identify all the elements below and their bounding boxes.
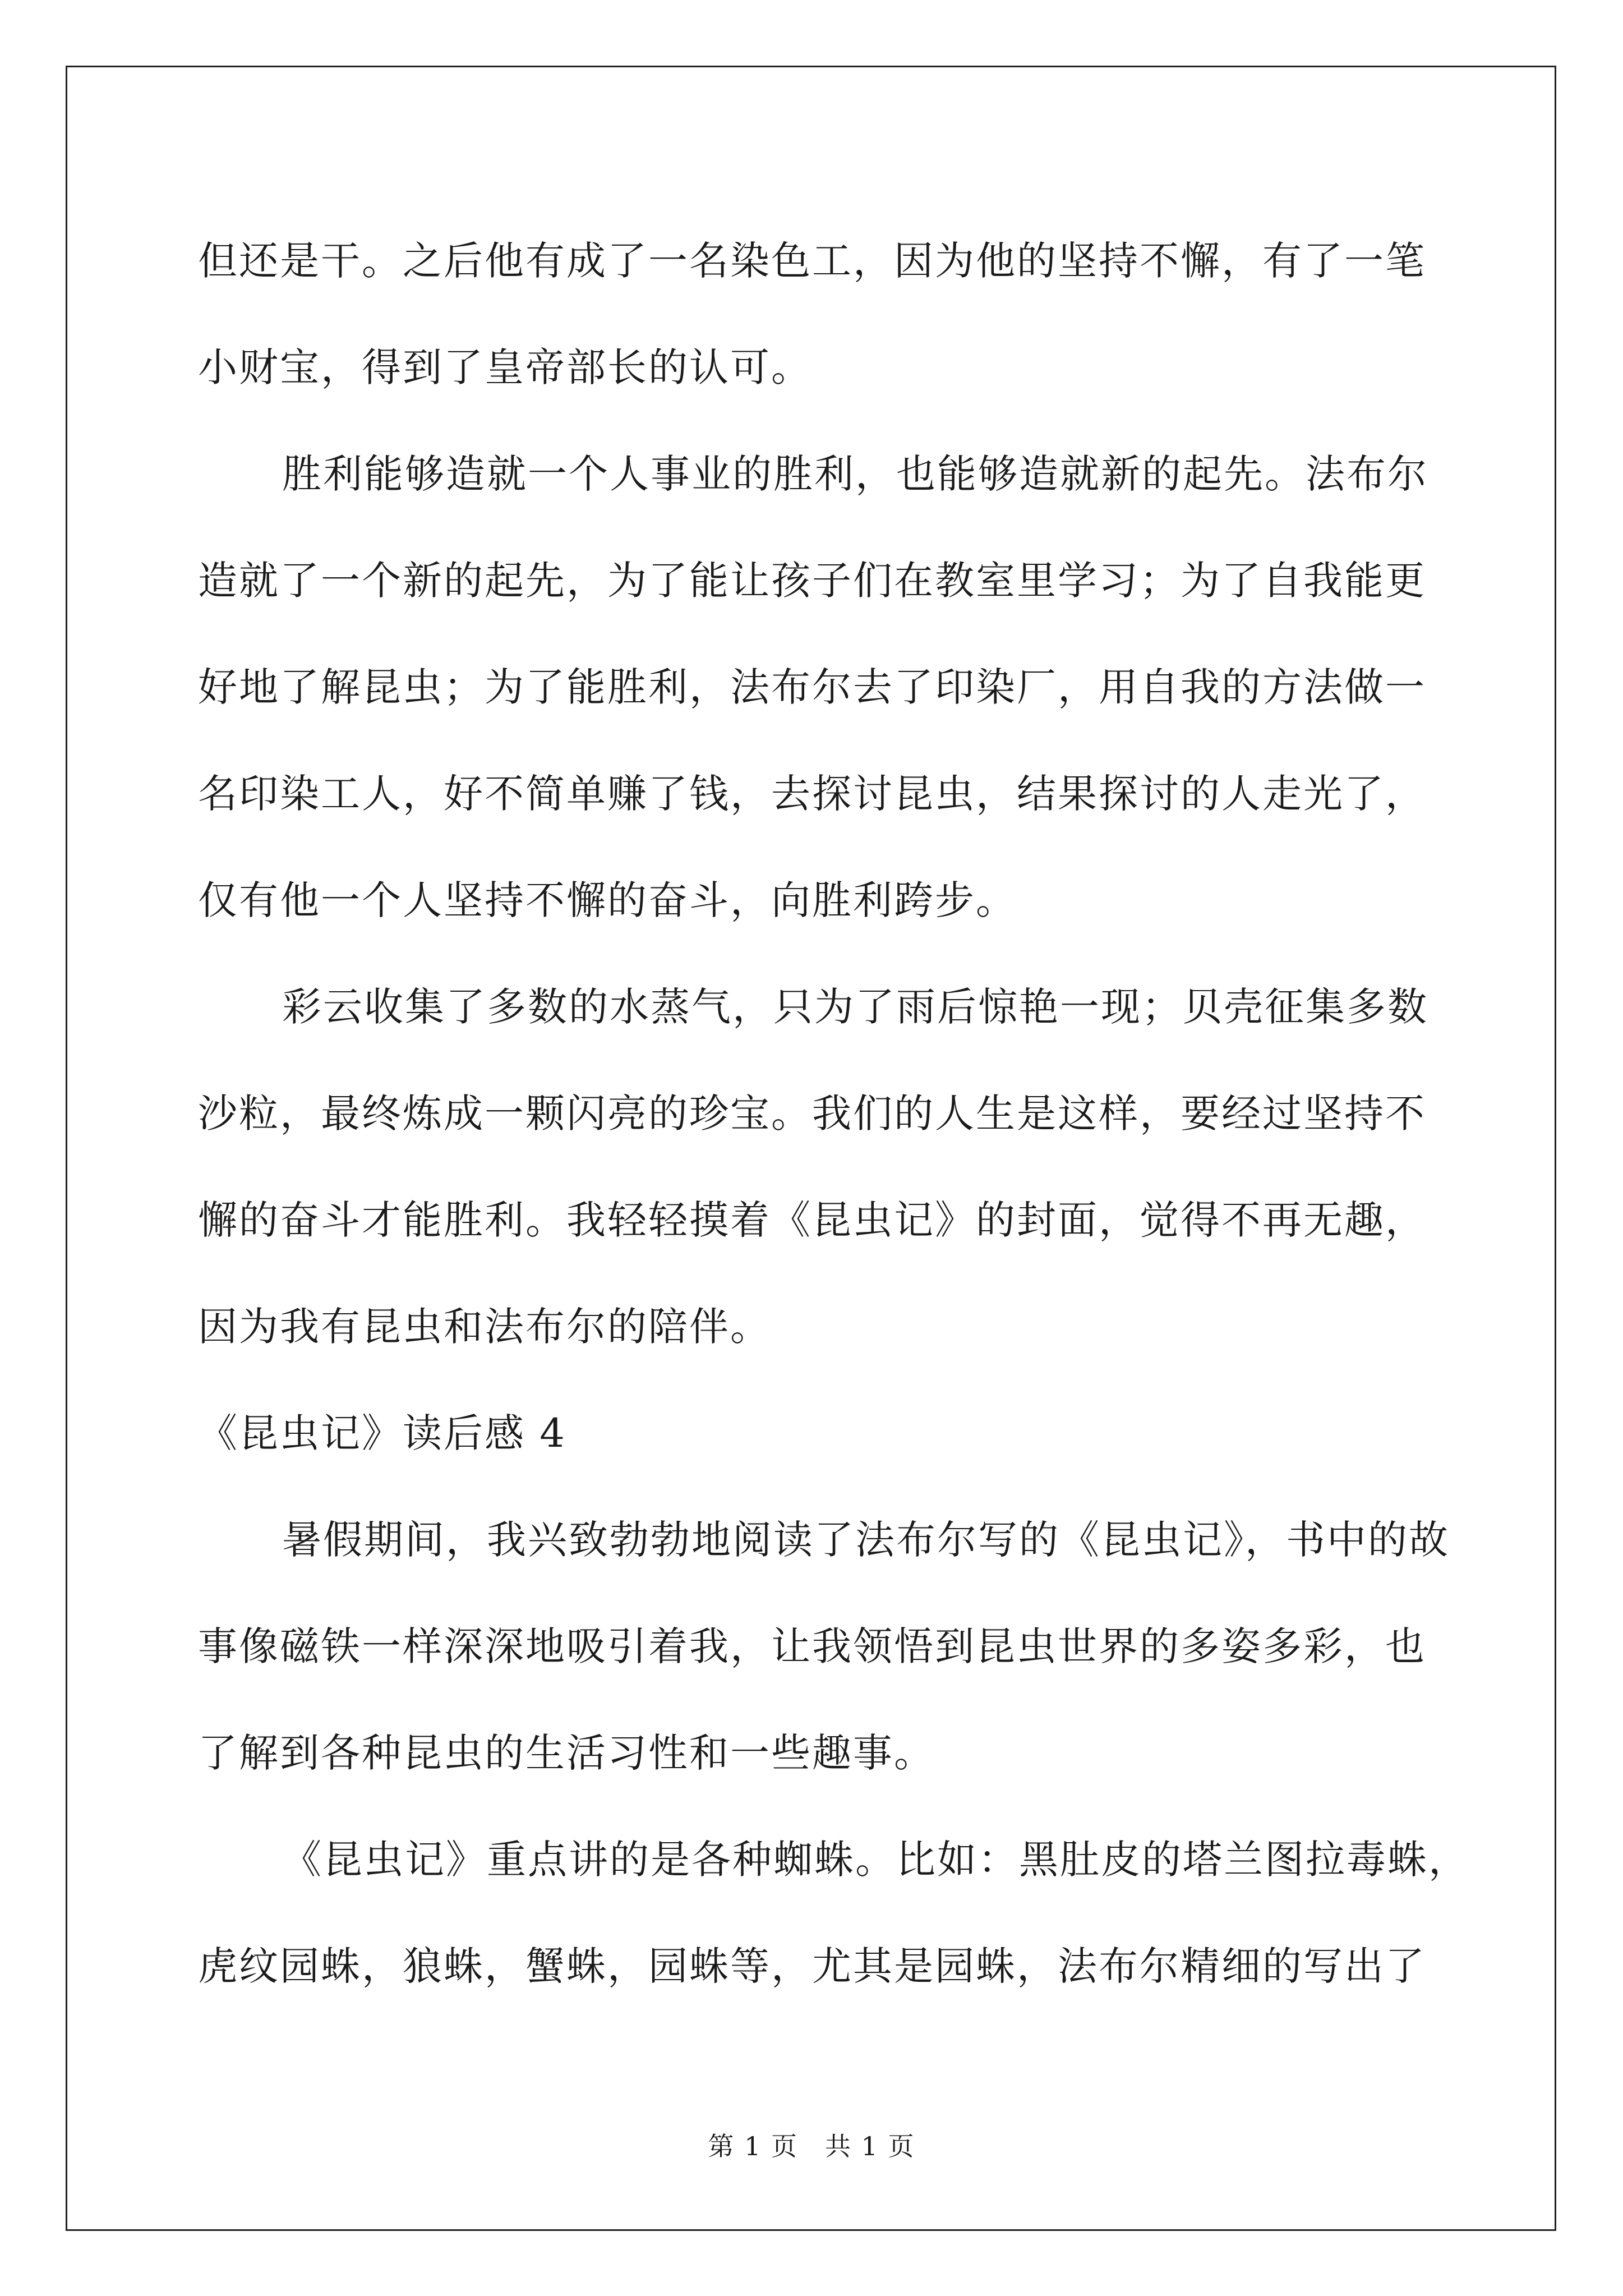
text-line: 事像磁铁一样深深地吸引着我，让我领悟到昆虫世界的多姿多彩，也: [198, 1623, 1426, 1669]
document-body: [198, 208, 1469, 2019]
paragraph-start-line: 暑假期间，我兴致勃勃地阅读了法布尔写的《昆虫记》，书中的故: [282, 1517, 1450, 1563]
page-footer: 第 1 页 共 1 页: [708, 2131, 915, 2161]
text-line: 造就了一个新的起先，为了能让孩子们在教室里学习；为了自我能更: [198, 558, 1426, 604]
text-line: 小财宝，得到了皇帝部长的认可。: [198, 344, 812, 390]
paragraph-start-line: 胜利能够造就一个人事业的胜利，也能够造就新的起先。法布尔: [282, 451, 1428, 497]
paragraph-start-line: 彩云收集了多数的水蒸气，只为了雨后惊艳一现；贝壳征集多数: [282, 984, 1428, 1030]
paragraph-start-line: 《昆虫记》重点讲的是各种蜘蛛。比如：黑肚皮的塔兰图拉毒蛛，: [282, 1837, 1469, 1883]
text-line: 因为我有昆虫和法布尔的陪伴。: [198, 1304, 771, 1350]
text-line: 虎纹园蛛，狼蛛，蟹蛛，园蛛等，尤其是园蛛，法布尔精细的写出了: [198, 1943, 1426, 1989]
text-line: 沙粒，最终炼成一颗闪亮的珍宝。我们的人生是这样，要经过坚持不: [198, 1091, 1426, 1137]
text-line: 了解到各种昆虫的生活习性和一些趣事。: [198, 1730, 935, 1776]
text-line: 仅有他一个人坚持不懈的奋斗，向胜利跨步。: [198, 877, 1017, 923]
text-line: 名印染工人，好不简单赚了钱，去探讨昆虫，结果探讨的人走光了，: [198, 771, 1426, 817]
text-line: 好地了解昆虫；为了能胜利，法布尔去了印染厂，用自我的方法做一: [198, 664, 1426, 710]
text-line: 懈的奋斗才能胜利。我轻轻摸着《昆虫记》的封面，觉得不再无趣，: [198, 1197, 1426, 1243]
text-line: 但还是干。之后他有成了一名染色工，因为他的坚持不懈，有了一笔: [198, 238, 1426, 284]
section-heading: 《昆虫记》读后感 4: [198, 1410, 566, 1456]
